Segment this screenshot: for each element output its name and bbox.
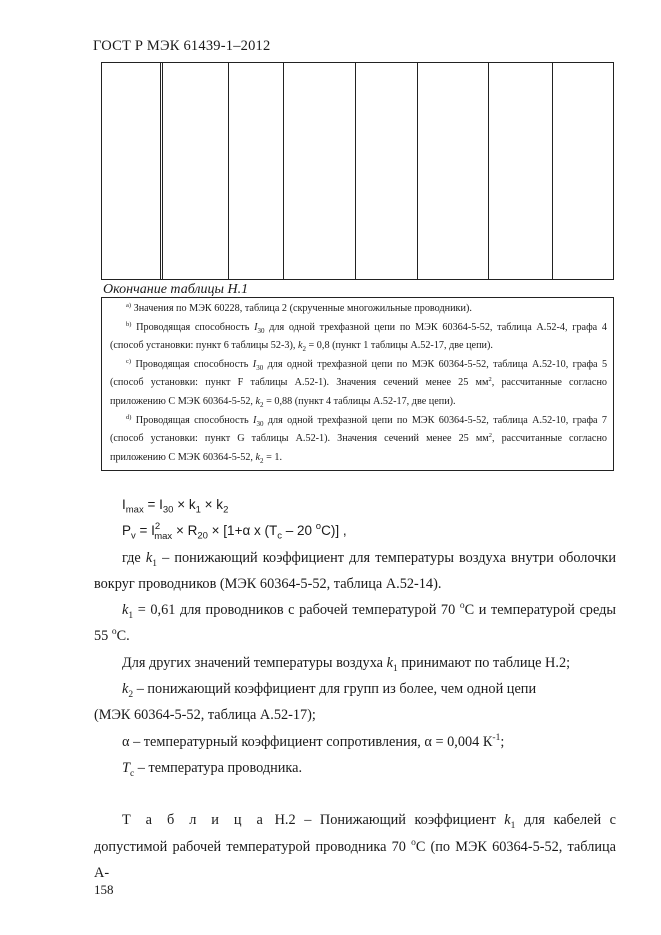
page-number: 158 (94, 882, 114, 897)
page-header: ГОСТ Р МЭК 61439-1–2012 (93, 38, 271, 54)
paragraph-tc: $T_c$ – температура проводника. (122, 759, 303, 779)
paragraph-k2-definition: $k_2$ – понижающий коэффициент для групп из более, чем одной цепи (122, 681, 537, 700)
table-end-caption: Окончание таблицы Н.1 (103, 282, 249, 297)
table-column-divider (417, 63, 418, 279)
footnote-d: $^{d)}$ Проводящая способность $I_{30}$ для одной трехфазной цепи по МЭК 60364-5-52, таблица А.52-10, графа 7 (способ установки: пункт G таблицы А.52-1). Значения сечений менее 25 $мм^2$, рассчитанные согласно приложению С МЭК 60364-5-52, $k_2 = 1$. (110, 413, 608, 465)
table-column-divider (160, 63, 163, 279)
paragraph-k1-definition: где $k_1$ – понижающий коэффициент для температуры воздуха внутри оболочки вокруг проводников (МЭК 60364-5-52, таблица А.52-14). (94, 549, 617, 592)
paragraph-k2-source: (МЭК 60364-5-52, таблица А.52-17); (94, 707, 316, 724)
table-column-divider (355, 63, 356, 279)
table-h2-title: Т а б л и ц а Н.2 – Понижающий коэффициент $k_1$ для кабелей с допустимой рабочей температурой проводника 70 $^о$С (по МЭК 60364-5-52, таблица А- (94, 812, 617, 881)
formula-pv: $P_v = I^2_{max} \times R_{20} \times [1+\alpha$ x ($T_c - 20$ $^o$C)] , (122, 521, 347, 542)
body-text (94, 492, 616, 886)
paragraph-k1-value: $k_1 = 0,61$ для проводников с рабочей температурой 70 $^о$С и температурой среды 55 $^о$С. (94, 601, 616, 645)
table-column-divider (488, 63, 489, 279)
table-h1-continuation (101, 62, 614, 280)
table-column-divider (552, 63, 553, 279)
formula-imax: $I_{max} = I_{30} \times k_1 \times k_2$ (122, 497, 229, 516)
table-footnotes (101, 297, 614, 471)
paragraph-alpha: α – температурный коэффициент сопротивления, α = 0,004 $К^{-1}$; (122, 732, 505, 750)
footnote-a: $^{а)}$ Значения по МЭК 60228, таблица 2 (скрученные многожильные проводники). (126, 302, 472, 314)
table-column-divider (283, 63, 284, 279)
paragraph-other-temps: Для других значений температуры воздуха $k_1$ принимают по таблице Н.2; (122, 654, 571, 674)
footnote-c: $^{c)}$ Проводящая способность $I_{30}$ для одной трехфазной цепи по МЭК 60364-5-52, таблица А.52-10, графа 5 (способ установки: пункт F таблицы А.52-1). Значения сечений менее 25 $мм^2$, рассчитанные согласно приложению С МЭК 60364-5-52, $k_2 = 0,88$ (пункт 4 таблицы А.52-17, две цепи). (110, 357, 608, 409)
table-column-divider (228, 63, 229, 279)
footnote-b: $^{b)}$ Проводящая способность $I_{30}$ для одной трехфазной цепи по МЭК 60364-5-52, таблица А.52-4, графа 4 (способ установки: пункт 6 таблицы 52-3), $k_2 = 0,8$ (пункт 1 таблицы А.52-17, две цепи). (110, 320, 608, 354)
